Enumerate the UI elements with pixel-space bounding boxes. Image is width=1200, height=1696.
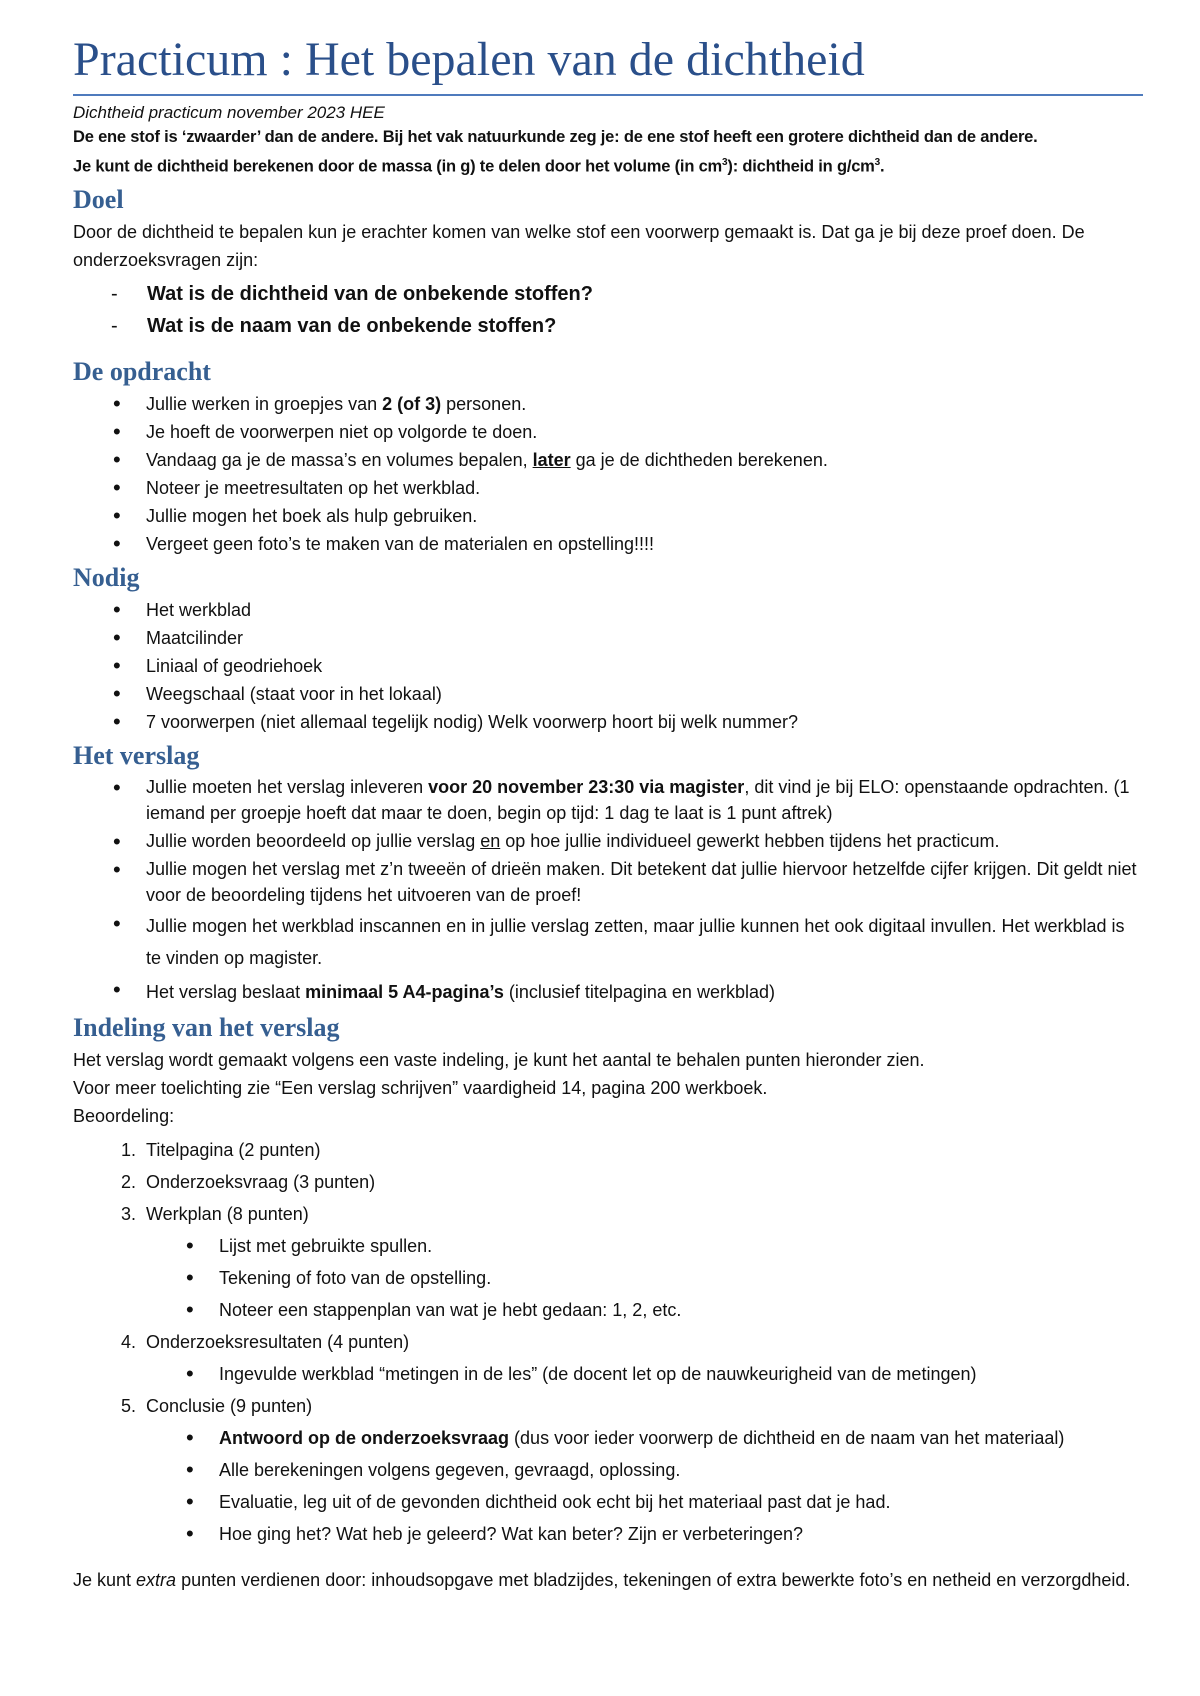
list-item: • Noteer je meetresultaten op het werkblad. <box>146 474 1143 502</box>
numbered-item: 1. Titelpagina (2 punten) <box>120 1139 321 1160</box>
nodig-list <box>73 596 1143 736</box>
list-item: • Jullie mogen het werkblad inscannen en in jullie verslag zetten, maar jullie kunnen het ook digitaal invullen. Het werkblad is te vinden op magister. <box>146 910 1143 974</box>
indeling-text: Het verslag wordt gemaakt volgens een vaste indeling, je kunt het aantal te behalen punten hieronder zien. <box>73 1049 925 1070</box>
list-item: • Het verslag beslaat minimaal 5 A4-pagina’s (inclusief titelpagina en werkblad) <box>146 976 1143 1008</box>
conclusie-sublist <box>146 1422 1143 1550</box>
sub-item: • Antwoord op de onderzoeksvraag (dus voor ieder voorwerp de dichtheid en de naam van het materiaal) <box>219 1422 1143 1454</box>
indeling-reference: Voor meer toelichting zie “Een verslag schrijven” vaardigheid 14, pagina 200 werkboek. <box>73 1077 768 1098</box>
verslag-list <box>73 774 1143 1008</box>
intro-line-1: De ene stof is ‘zwaarder’ dan de andere. Bij het vak natuurkunde zeg je: de ene stof heeft een grotere dichtheid dan de andere. <box>73 128 1038 146</box>
document-page <box>73 0 1143 1594</box>
document-subtitle: Dichtheid practicum november 2023 HEE <box>73 103 385 122</box>
list-item: • 7 voorwerpen (niet allemaal tegelijk nodig) Welk voorwerp hoort bij welk nummer? <box>146 708 1143 736</box>
list-item: • Je hoeft de voorwerpen niet op volgorde te doen. <box>146 418 1143 446</box>
research-questions <box>73 278 1143 342</box>
list-item: • Jullie werken in groepjes van 2 (of 3) personen. <box>146 390 1143 418</box>
intro-line-2: Je kunt de dichtheid berekenen door de massa (in g) te delen door het volume (in $cm^3$): dichtheid in $g/cm^3$. <box>73 157 885 176</box>
section-heading-indeling: Indeling van het verslag <box>73 1012 340 1042</box>
research-question: - Wat is de naam van de onbekende stoffen? <box>111 310 1143 342</box>
doel-text: Door de dichtheid te bepalen kun je erachter komen van welke stof een voorwerp gemaakt is. Dat ga je bij deze proef doen. De onderzoeksvragen zijn: <box>73 221 1085 270</box>
numbered-item: 3. Werkplan (8 punten) • Lijst met gebruikte spullen. • Tekening of foto van de opstelling. • Noteer een stappenplan van wat je hebt gedaan: 1, 2, etc. <box>146 1198 1143 1326</box>
list-item: • Vandaag ga je de massa’s en volumes bepalen, later ga je de dichtheden berekenen. <box>146 446 1143 474</box>
numbered-item: 2. Onderzoeksvraag (3 punten) <box>120 1171 376 1192</box>
list-item: • Jullie moeten het verslag inleveren voor 20 november 23:30 via magister, dit vind je bij ELO: openstaande opdrachten. (1 iemand per groepje hoeft dat maar te doen, begin op tijd: 1 dag te laat is 1 punt aftrek) <box>146 774 1143 826</box>
list-item: • Jullie mogen het verslag met z’n tweeën of drieën maken. Dit betekent dat jullie hiervoor hetzelfde cijfer krijgen. Dit geldt niet voor de beoordeling tijdens het uitvoeren van de proef! <box>146 856 1143 908</box>
section-heading-verslag: Het verslag <box>73 740 200 770</box>
list-item: • Het werkblad <box>146 596 1143 624</box>
list-item: • Vergeet geen foto’s te maken van de materialen en opstelling!!!! <box>146 530 1143 558</box>
intro-text <box>73 124 1143 180</box>
page-title: Practicum : Het bepalen van de dichtheid <box>73 32 1143 96</box>
opdracht-list <box>73 390 1143 558</box>
resultaten-sublist <box>146 1358 1143 1390</box>
list-item: • Maatcilinder <box>146 624 1143 652</box>
werkplan-sublist <box>146 1230 1143 1326</box>
section-heading-nodig: Nodig <box>73 562 140 592</box>
list-item: • Liniaal of geodriehoek <box>146 652 1143 680</box>
research-question: - Wat is de dichtheid van de onbekende stoffen? <box>111 278 1143 310</box>
beoordeling-label: Beoordeling: <box>73 1105 175 1126</box>
sub-item: • Lijst met gebruikte spullen. <box>219 1230 1143 1262</box>
sub-item: • Hoe ging het? Wat heb je geleerd? Wat kan beter? Zijn er verbeteringen? <box>219 1518 1143 1550</box>
section-heading-doel: Doel <box>73 184 124 214</box>
numbered-item: 4. Onderzoeksresultaten (4 punten) • Ingevulde werkblad “metingen in de les” (de docent let op de nauwkeurigheid van de metingen) <box>146 1326 1143 1390</box>
sub-item: • Ingevulde werkblad “metingen in de les” (de docent let op de nauwkeurigheid van de metingen) <box>219 1358 1143 1390</box>
list-item: • Jullie worden beoordeeld op jullie verslag en op hoe jullie individueel gewerkt hebben tijdens het practicum. <box>146 828 1143 854</box>
sub-item: • Alle berekeningen volgens gegeven, gevraagd, oplossing. <box>219 1454 1143 1486</box>
sub-item: • Evaluatie, leg uit of de gevonden dichtheid ook echt bij het materiaal past dat je had. <box>219 1486 1143 1518</box>
beoordeling-list <box>73 1134 1143 1550</box>
sub-item: • Noteer een stappenplan van wat je hebt gedaan: 1, 2, etc. <box>219 1294 1143 1326</box>
extra-points-text: Je kunt extra punten verdienen door: inhoudsopgave met bladzijdes, tekeningen of extra bewerkte foto’s en netheid en verzorgdheid. <box>73 1569 1131 1590</box>
list-item: • Jullie mogen het boek als hulp gebruiken. <box>146 502 1143 530</box>
section-heading-opdracht: De opdracht <box>73 356 211 386</box>
numbered-item: 5. Conclusie (9 punten) • Antwoord op de onderzoeksvraag (dus voor ieder voorwerp de dichtheid en de naam van het materiaal) • Alle berekeningen volgens gegeven, gevraagd, oplossing. • Evaluatie, leg uit of de gevonden dichtheid ook echt bij het materiaal past dat je had. • Hoe ging het? Wat heb je geleerd? Wat kan beter? Zijn er verbeteringen? <box>146 1390 1143 1550</box>
list-item: • Weegschaal (staat voor in het lokaal) <box>146 680 1143 708</box>
sub-item: • Tekening of foto van de opstelling. <box>219 1262 1143 1294</box>
